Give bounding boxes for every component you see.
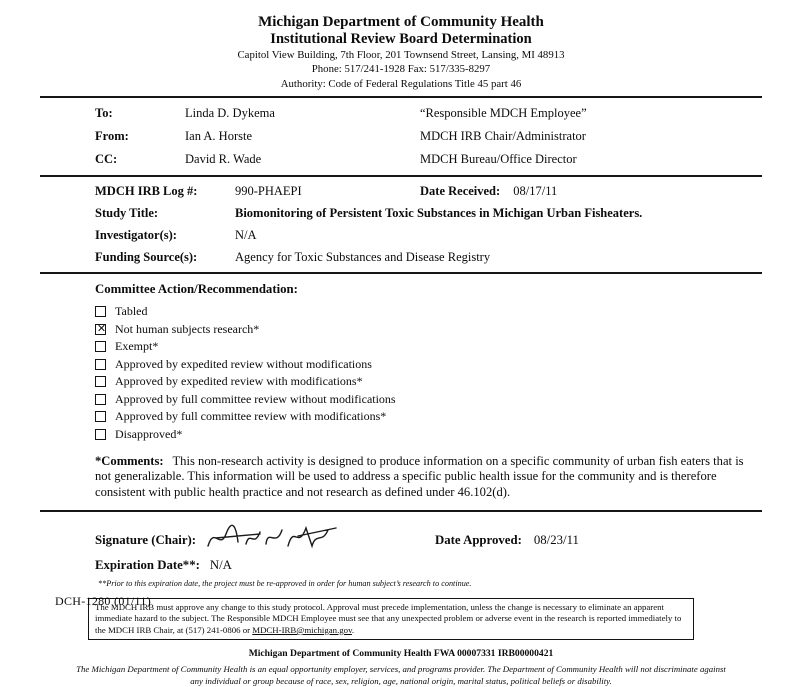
committee-option-expedited-without-mods <box>40 357 762 372</box>
divider <box>40 96 762 98</box>
committee-section <box>40 282 762 500</box>
cc-row <box>40 152 762 167</box>
date-received-value: 08/17/11 <box>513 184 558 199</box>
checkbox[interactable] <box>95 341 106 352</box>
to-label: To: <box>95 106 113 121</box>
from-name: Ian A. Horste <box>185 129 252 144</box>
committee-option-disapproved <box>40 427 762 442</box>
date-approved-label: Date Approved: <box>435 532 522 547</box>
checkbox[interactable] <box>95 429 106 440</box>
comments-paragraph <box>40 454 762 500</box>
date-received-label: Date Received: <box>420 184 501 199</box>
funding-label: Funding Source(s): <box>95 250 198 265</box>
cc-name: David R. Wade <box>185 152 262 167</box>
from-label: From: <box>95 129 129 144</box>
checkbox[interactable] <box>95 306 106 317</box>
date-approved-value: 08/23/11 <box>533 532 579 547</box>
investigators-label: Investigator(s): <box>95 228 177 243</box>
investigators-value: N/A <box>235 228 257 243</box>
divider <box>40 175 762 177</box>
checkbox-label: Exempt* <box>115 339 159 354</box>
checkbox-label: Not human subjects research* <box>115 321 260 336</box>
fwa-line: Michigan Department of Community Health FWA 00007331 IRB00000421 <box>248 648 554 660</box>
checkbox[interactable] <box>95 376 106 387</box>
study-section <box>40 184 762 265</box>
committee-option-exempt <box>40 339 762 354</box>
checkbox-label: Approved by expedited review with modifications* <box>115 374 363 389</box>
committee-option-not-human-subjects <box>40 322 762 337</box>
funding-row <box>40 250 762 265</box>
checkbox-label: Approved by expedited review without modifications <box>115 356 372 371</box>
form-number: DCH-1280 (01/11) <box>55 594 152 608</box>
date-received-cell <box>420 184 762 199</box>
funding-value: Agency for Toxic Substances and Disease Registry <box>235 250 491 265</box>
header-title-line2: Institutional Review Board Determination <box>270 31 532 48</box>
comments-text: This non-research activity is designed to produce information on a specific community of urban fish eaters that is not generalizable. This information will be used to address a specific public health issue for the community and is therefore consistent with public health practice and not research as defined under 46.102(d). <box>95 453 744 499</box>
expiration-note: **Prior to this expiration date, the project must be re-approved in order for human subject’s research to continue. <box>98 578 472 588</box>
committee-option-full-without-mods <box>40 392 762 407</box>
checkbox-label: Tabled <box>115 304 148 319</box>
committee-option-expedited-with-mods <box>40 374 762 389</box>
checkbox[interactable] <box>95 359 106 370</box>
signature-cell <box>95 522 435 548</box>
divider <box>40 272 762 274</box>
investigators-row <box>40 228 762 243</box>
study-title-label: Study Title: <box>95 206 159 221</box>
header-phone-fax: Phone: 517/241-1928 Fax: 517/335-8297 <box>311 63 491 76</box>
header-title-line1: Michigan Department of Community Health <box>258 14 544 30</box>
checkbox-label: Approved by full committee review with modifications* <box>115 409 387 424</box>
expiration-row <box>40 558 762 573</box>
irb-change-notice <box>88 598 694 640</box>
cc-role: MDCH Bureau/Office Director <box>420 152 577 167</box>
committee-option-full-with-mods <box>40 409 762 424</box>
notice-text: The MDCH IRB must approve any change to this study protocol. Approval must precede implementation, unless the change is necessary to eliminate an apparent immediate hazard to the subject. The Responsible MDCH Employee must see that any unexpected problem or adverse event in the research is reported immediately to the MDCH IRB Chair, at (517) 241-0806 or <box>95 601 682 635</box>
recipients-section <box>40 106 762 167</box>
checkbox-label: Approved by full committee review without modifications <box>115 391 396 406</box>
signature-label: Signature (Chair): <box>95 532 197 547</box>
to-row <box>40 106 762 121</box>
irb-email-link[interactable]: MDCH-IRB@michigan.gov <box>252 624 352 635</box>
document-header <box>40 14 762 91</box>
committee-option-tabled <box>40 304 762 319</box>
signature-row <box>40 522 762 548</box>
checkbox-label: Disapproved* <box>115 426 183 441</box>
cc-label: CC: <box>95 152 118 167</box>
header-address: Capitol View Building, 7th Floor, 201 Townsend Street, Lansing, MI 48913 <box>237 48 565 61</box>
header-authority: Authority: Code of Federal Regulations Title 45 part 46 <box>280 77 522 90</box>
checkbox[interactable] <box>95 394 106 405</box>
irb-log-label: MDCH IRB Log #: <box>95 184 198 199</box>
irb-log-value: 990-PHAEPI <box>235 184 302 199</box>
from-role: MDCH IRB Chair/Administrator <box>420 129 586 144</box>
to-role: “Responsible MDCH Employee” <box>420 106 587 121</box>
from-row <box>40 129 762 144</box>
checkbox[interactable] <box>95 411 106 422</box>
study-title-value: Biomonitoring of Persistent Toxic Substances in Michigan Urban Fisheaters. <box>235 206 643 221</box>
checkbox[interactable] <box>95 324 106 335</box>
expiration-label: Expiration Date**: <box>95 557 200 572</box>
divider <box>40 510 762 512</box>
expiration-value: N/A <box>209 557 232 572</box>
equal-opportunity-disclaimer: The Michigan Department of Community Health is an equal opportunity employer, services, and programs provider. The Department of Community Health will not discriminate against any individual or group because of race, sex, religion, age, national origin, marital status, political beliefs or disability. <box>76 664 726 686</box>
comments-label: *Comments: <box>95 453 164 468</box>
chair-signature-image <box>202 522 352 552</box>
committee-heading: Committee Action/Recommendation: <box>95 282 298 297</box>
to-name: Linda D. Dykema <box>185 106 275 121</box>
approval-section <box>40 522 762 588</box>
notice-text-end: . <box>351 624 355 635</box>
study-title-row <box>40 206 762 221</box>
log-row <box>40 184 762 199</box>
